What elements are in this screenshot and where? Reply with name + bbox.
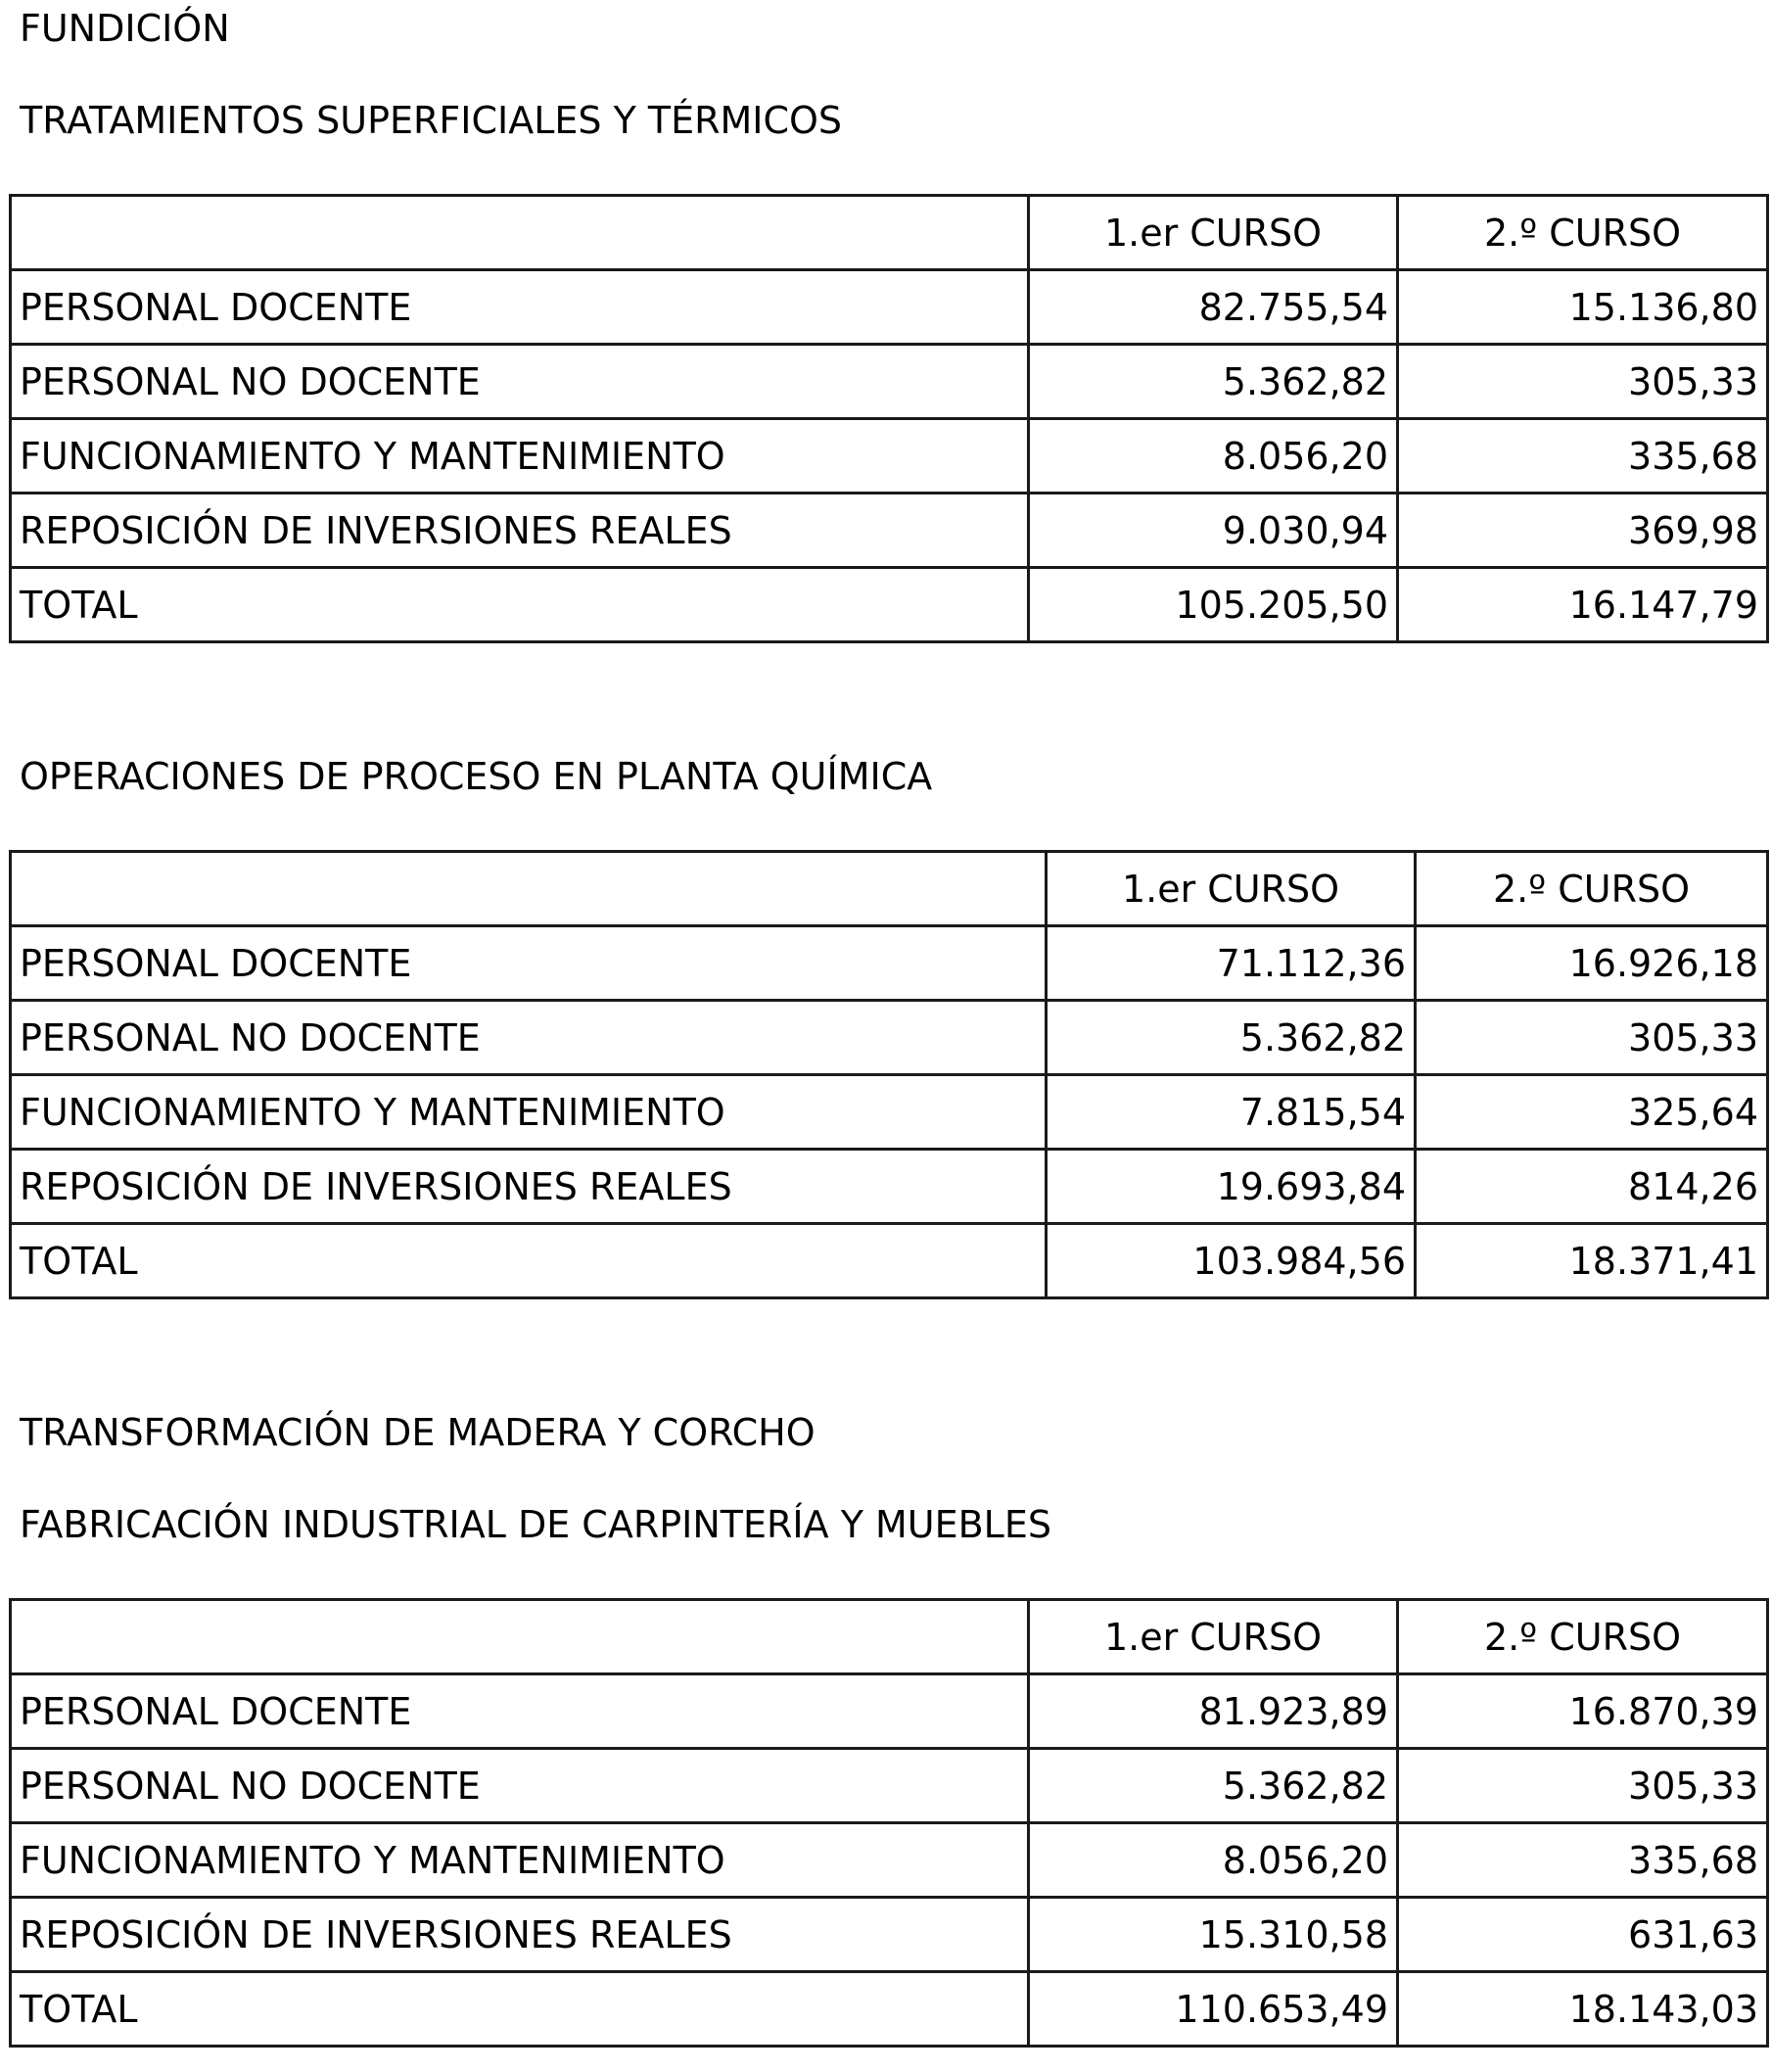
table-row (11, 1150, 1768, 1224)
table-row (11, 1749, 1768, 1823)
total-label: TOTAL (11, 1972, 1029, 2047)
row-label-personal-docente: PERSONAL DOCENTE (11, 926, 1047, 1001)
total-first-course: 103.984,56 (1047, 1224, 1416, 1298)
total-label: TOTAL (11, 1224, 1047, 1298)
value-second-course: 335,68 (1398, 419, 1768, 494)
total-row (11, 1972, 1768, 2047)
table-row (11, 926, 1768, 1001)
total-second-course: 16.147,79 (1398, 568, 1768, 642)
row-label-personal-no-docente: PERSONAL NO DOCENTE (11, 345, 1029, 419)
row-label-personal-no-docente: PERSONAL NO DOCENTE (11, 1749, 1029, 1823)
table-header-row (11, 196, 1768, 270)
subsection-title-fabricacion: FABRICACIÓN INDUSTRIAL DE CARPINTERÍA Y MUEBLES (20, 1503, 1051, 1546)
value-second-course: 16.870,39 (1398, 1674, 1768, 1749)
value-second-course: 814,26 (1416, 1150, 1768, 1224)
header-first-course: 1.er CURSO (1029, 1600, 1398, 1674)
table-row (11, 345, 1768, 419)
header-second-course: 2.º CURSO (1416, 852, 1768, 926)
total-row (11, 568, 1768, 642)
header-first-course: 1.er CURSO (1029, 196, 1398, 270)
table-row (11, 419, 1768, 494)
subsection-title-tratamientos: TRATAMIENTOS SUPERFICIALES Y TÉRMICOS (20, 99, 843, 142)
value-first-course: 8.056,20 (1029, 419, 1398, 494)
value-second-course: 369,98 (1398, 494, 1768, 568)
value-second-course: 325,64 (1416, 1075, 1768, 1150)
value-second-course: 631,63 (1398, 1898, 1768, 1972)
cost-table-tratamientos (9, 194, 1769, 643)
row-label-personal-docente: PERSONAL DOCENTE (11, 1674, 1029, 1749)
value-second-course: 15.136,80 (1398, 270, 1768, 345)
total-label: TOTAL (11, 568, 1029, 642)
value-first-course: 5.362,82 (1029, 345, 1398, 419)
row-label-funcionamiento: FUNCIONAMIENTO Y MANTENIMIENTO (11, 419, 1029, 494)
total-second-course: 18.143,03 (1398, 1972, 1768, 2047)
total-row (11, 1224, 1768, 1298)
total-second-course: 18.371,41 (1416, 1224, 1768, 1298)
section-title-madera: TRANSFORMACIÓN DE MADERA Y CORCHO (20, 1411, 816, 1454)
section-title-fundicion: FUNDICIÓN (20, 7, 230, 50)
table-row (11, 1823, 1768, 1898)
table-row (11, 1674, 1768, 1749)
value-second-course: 16.926,18 (1416, 926, 1768, 1001)
value-first-course: 19.693,84 (1047, 1150, 1416, 1224)
value-second-course: 335,68 (1398, 1823, 1768, 1898)
row-label-personal-docente: PERSONAL DOCENTE (11, 270, 1029, 345)
header-second-course: 2.º CURSO (1398, 1600, 1768, 1674)
table-header-row (11, 1600, 1768, 1674)
total-first-course: 110.653,49 (1029, 1972, 1398, 2047)
row-label-reposicion: REPOSICIÓN DE INVERSIONES REALES (11, 494, 1029, 568)
table-row (11, 1898, 1768, 1972)
value-first-course: 71.112,36 (1047, 926, 1416, 1001)
value-second-course: 305,33 (1416, 1001, 1768, 1075)
row-label-reposicion: REPOSICIÓN DE INVERSIONES REALES (11, 1150, 1047, 1224)
value-second-course: 305,33 (1398, 345, 1768, 419)
value-first-course: 9.030,94 (1029, 494, 1398, 568)
value-first-course: 5.362,82 (1047, 1001, 1416, 1075)
value-first-course: 81.923,89 (1029, 1674, 1398, 1749)
table-row (11, 494, 1768, 568)
cost-table-operaciones (9, 850, 1769, 1299)
value-first-course: 5.362,82 (1029, 1749, 1398, 1823)
header-second-course: 2.º CURSO (1398, 196, 1768, 270)
total-first-course: 105.205,50 (1029, 568, 1398, 642)
header-empty-cell (11, 852, 1047, 926)
row-label-reposicion: REPOSICIÓN DE INVERSIONES REALES (11, 1898, 1029, 1972)
table-row (11, 1075, 1768, 1150)
cost-table-fabricacion (9, 1598, 1769, 2048)
header-empty-cell (11, 196, 1029, 270)
table-header-row (11, 852, 1768, 926)
header-first-course: 1.er CURSO (1047, 852, 1416, 926)
header-empty-cell (11, 1600, 1029, 1674)
value-first-course: 15.310,58 (1029, 1898, 1398, 1972)
value-first-course: 7.815,54 (1047, 1075, 1416, 1150)
value-first-course: 82.755,54 (1029, 270, 1398, 345)
table-row (11, 270, 1768, 345)
row-label-funcionamiento: FUNCIONAMIENTO Y MANTENIMIENTO (11, 1075, 1047, 1150)
value-first-course: 8.056,20 (1029, 1823, 1398, 1898)
row-label-funcionamiento: FUNCIONAMIENTO Y MANTENIMIENTO (11, 1823, 1029, 1898)
row-label-personal-no-docente: PERSONAL NO DOCENTE (11, 1001, 1047, 1075)
value-second-course: 305,33 (1398, 1749, 1768, 1823)
table-row (11, 1001, 1768, 1075)
subsection-title-operaciones: OPERACIONES DE PROCESO EN PLANTA QUÍMICA (20, 755, 933, 798)
